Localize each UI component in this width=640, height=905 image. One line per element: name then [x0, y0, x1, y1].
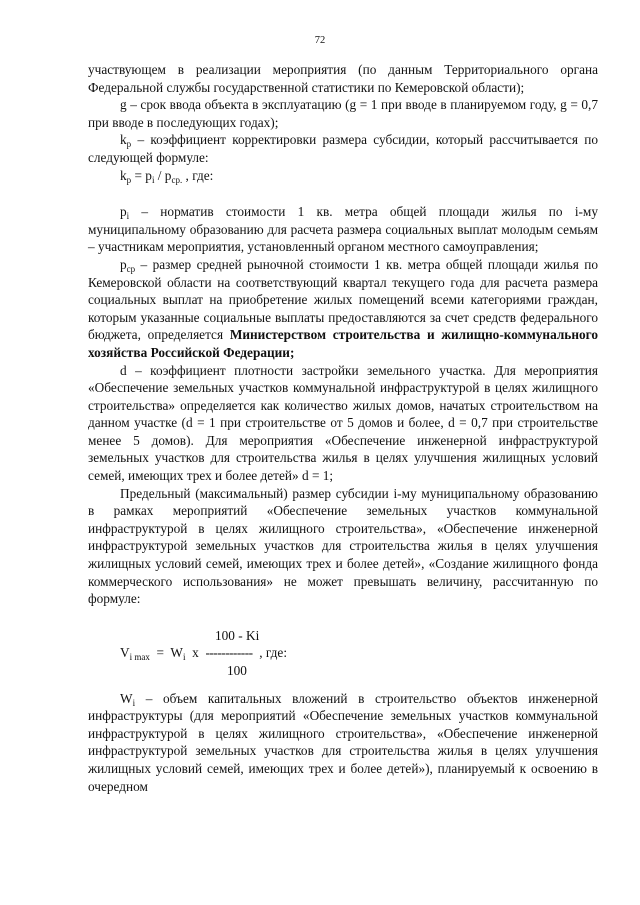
- paragraph-g-definition: g – срок ввода объекта в эксплуатацию (g = 1 при вводе в планируемом году, g = 0,7 при вводе в последующих годах);: [88, 97, 598, 130]
- paragraph-pi-definition: [88, 203, 598, 256]
- pcp-subscript: ср: [126, 263, 136, 274]
- spacer: [88, 608, 598, 627]
- formula-kp-tail: , где:: [182, 167, 214, 183]
- formula-v-denominator: 100: [227, 663, 247, 678]
- formula-kp-pcp-sub: ср.: [171, 174, 183, 185]
- wi-symbol: W: [120, 690, 133, 706]
- formula-kp-lhs-sub: р: [126, 174, 132, 185]
- pcp-text: – размер средней рыночной стоимости 1 кв. метра общей площади жилья по Кемеровской области на соответствующий квартал текущего года для расчета размера социальных выплат на приобретение жилых помещений всеми категориями граждан, которым указанные социальные выплаты предоставляются за счет средств федерального бюджета, определяется: [88, 256, 598, 343]
- paragraph-wi-definition: [88, 690, 598, 796]
- formula-kp-pi-sub: i: [151, 174, 155, 185]
- pcp-symbol: p: [120, 256, 127, 272]
- formula-v-lhs: V: [120, 645, 130, 661]
- kp-text: – коэффициент корректировки размера субсидии, который рассчитывается по следующей формуле:: [88, 132, 598, 165]
- page-number: 72: [314, 35, 326, 46]
- paragraph-statistics-source: участвующем в реализации мероприятия (по данным Территориального органа Федеральной службы государственной статистики по Кемеровской области);: [88, 62, 598, 95]
- formula-v-lhs-sub: i max: [129, 652, 150, 663]
- formula-v-tail: , где:: [252, 645, 288, 661]
- paragraph-subsidy-limit: Предельный (максимальный) размер субсидии i-му муниципальному образованию в рамках мероприятий «Обеспечение земельных участков коммунальной инфраструктурой в целях жилищного строительства», «Обеспечение инженерной инфраструктурой земельных участков для строительства жилья в целях улучшения жилищных условий семей, имеющих трех и более детей», «Создание жилищного фонда коммерческого использования» не может превышать величину, рассчитанную по формуле:: [88, 485, 598, 607]
- pcp-ministry-bold: Министерством строительства и жилищно-коммунального хозяйства Российской Федерации;: [88, 327, 598, 360]
- wi-text: – объем капитальных вложений в строительство объектов инженерной инфраструктуры (для мероприятий «Обеспечение земельных участков коммунальной инфраструктурой в целях жилищного строительства», «Обеспечение инженерной инфраструктурой земельных участков для строительства жилья в целях улучшения жилищных условий семей, имеющих трех и более детей»), планируемый к освоению в очередном: [88, 690, 598, 794]
- spacer: [88, 680, 598, 690]
- paragraph-d-definition: d – коэффициент плотности застройки земельного участка. Для мероприятия «Обеспечение земельных участков коммунальной инфраструктурой в целях жилищного строительства» определяется как количество жилых домов, начатых строительством на данном участке (d = 1 при строительстве от 5 домов и более, d = 0,7 при строительстве менее 5 домов). Для мероприятия «Обеспечение инженерной инфраструктурой земельных участков для строительства жилья в целях улучшения жилищных условий семей, имеющих трех и более детей» d = 1;: [88, 362, 598, 484]
- pi-symbol: p: [120, 204, 127, 220]
- kp-symbol: k: [120, 132, 127, 148]
- formula-v-w-sub: i: [182, 652, 186, 663]
- paragraph-pcp-definition: [88, 256, 598, 362]
- formula-kp-slash: / p: [154, 167, 172, 183]
- pi-subscript: i: [126, 211, 130, 222]
- formula-v: [88, 644, 598, 662]
- formula-v-fraction-bar: ------------: [205, 645, 253, 661]
- formula-v-numerator: 100 - Ki: [215, 627, 260, 643]
- formula-kp-eq: = p: [131, 167, 152, 183]
- formula-v-times: x: [185, 645, 206, 661]
- pi-text: – норматив стоимости 1 кв. метра общей площади жилья по i-му муниципальному образованию для расчета размера социальных выплат молодым семьям – участникам мероприятия, установленный органом местного самоуправления;: [88, 204, 598, 255]
- spacer: [88, 184, 598, 203]
- kp-subscript: р: [126, 139, 132, 150]
- document-body: [88, 61, 598, 795]
- formula-v-eq: = W: [149, 645, 183, 661]
- wi-subscript: i: [132, 697, 136, 708]
- formula-kp: [88, 167, 598, 185]
- formula-kp-lhs: k: [120, 167, 127, 183]
- paragraph-kp-definition: [88, 131, 598, 166]
